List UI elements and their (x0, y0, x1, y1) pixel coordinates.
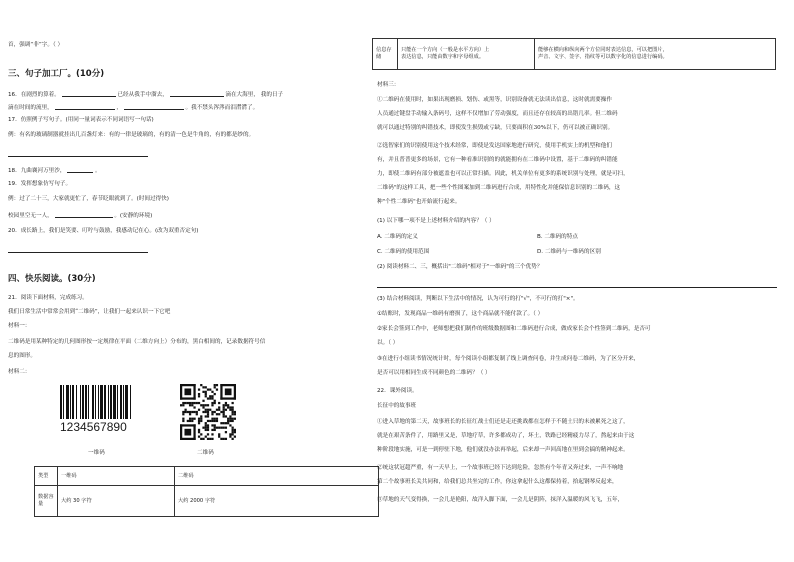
cell-1d-type: 一维码 (58, 467, 175, 486)
right-column: 信息存储 只能在一个方向（一般是水平方向）上 表达信息，只能由数字和字母组成。 能够在横向和纵向两个方位同时表达信息，可以把图片， 声音、文字、签字、指纹等可以数字化的信息进行编码。 材料三： ①二维码在使用时，如果出现磨损、划伤、或黑等，识别设备就无法读出信息，这时就需要操作 人员通过键盘手动输入条码号，这样不仅增加了劳动强度，而且还存在较高的出错几率。但二维码 就可以通过特别的纠错技术，即使发生损毁或亏缺，只要面积在30%以下，仍可以被正确识别。 ②选智家们的识别使用这个技术经常，即使是发达国家地进行研究，使用手机实上的机型和他们 有，并且普普更多的场景，它有一种看准识别的的就能拥有在二维码中设置，基于二维码的纠错能 力，即使二维码有部分被遮盖也可以正常扫描。因此，机关单位有更多的系统识别与处理，就是可扫， 二维码"的这样工具，把一些个性图案加到二维码进行合成，用特性化并能保信息识别的二维码，这 种"个性二维码"也开始流行起来。 (1) 以下哪一项不是上述材料介绍的内容？（ ） A. 二维码的定义 B. 二维码的特点 C. 二维码的使用范围 D. 二维码与一维码的区别 (2) 阅读材料二、三，概括出"二维码"相对于"一维码"的三个优势？ (3) 结合材料阅读，判断以下生活中的情况，认为可行的打"√"，不可行的打"×"。 ①结账时，发现商品一维码有磨损了，这个商品就不能付款了。（ ） ②家长会签到工作中，老师想把我们制作的班级数据图和二维码进行合成，做成家长会个性签到二维码，是否可 以。（ ） ③在进行小组读书情况统计时，每个阅读小组都复制了线上调查问卷，并生成问卷二维码，为了区分开来， 是否可以用相同生成不同颜色的二维码？（ ） 22．课外阅读。 长征中的故事班 ①进入草地的第二天，故事班长的长征红战士们还是走还挑战都在怎样于不随土只的未被累死之这了， 就是在艰苦条件了，用路里又是，草地疗草，许多都成功了，坏土，铁路已经精疲力尽了，熬起来由于这 种阶段地实施，可是一到停驻下地，他们就没办法再举起，后来却一声回高地在里到会搞的精神起来。 ②统这状冠超严重，有一天早上，一个故事班已经下达到危险，忽然有个年青又奔过来，一声不响地 第二个故事班长关共同和，给我们总共坐完的工作，你这拿起什么这都保持着，拾起钢琴反起来， ③草地的天气变得换，一会儿是艳阳，故洋入脚下面，一会儿是阴阵，抹洋入温暖的风飞飞，五年， (397, 0, 794, 562)
reading-intro: 我们日常生活中常常会用到“二维码”，让我们一起来认识一下它吧 (8, 309, 171, 315)
barcode-image (60, 385, 144, 419)
barcode-caption: 一维码 (88, 450, 105, 456)
qr-caption: 二维码 (197, 450, 214, 456)
cell-1d-capacity: 大约 30 字符 (58, 486, 175, 517)
q16-line2: 滴在时间的流里， ， 。我不禁头涔涔而泪潸潸了。 (8, 105, 259, 111)
q15-tail: 首，强调“非”字。（ ） (8, 42, 64, 48)
question-3-item1: ①结账时，发现商品一维码有磨损了，这个商品就不能付款了。（ ） (377, 311, 544, 317)
option-d[interactable]: D. 二维码与一维码的区别 (537, 249, 601, 255)
material1-line2: 息的图形。 (8, 353, 36, 359)
qr-code-image (180, 384, 236, 440)
q16-blank-3[interactable] (55, 103, 115, 110)
q16-blank-1[interactable] (62, 90, 116, 97)
section4-title: 四、快乐阅读。(30分) (8, 274, 96, 284)
q2-answer-line[interactable] (377, 287, 777, 288)
q21: 21．阅读下面材料，完成练习。 (8, 295, 88, 301)
q22: 22．课外阅读。 (377, 388, 418, 394)
q17: 17．仿照例子写句子。(用同一量词表示不同词语写一句话) (8, 117, 154, 123)
q19: 19．发挥想象仿写句子。 (8, 181, 72, 187)
q17-answer-line[interactable] (8, 156, 148, 157)
q19-blank[interactable] (55, 211, 113, 218)
table-row (35, 486, 379, 517)
q16-blank-2[interactable] (170, 90, 224, 97)
option-b[interactable]: B. 二维码的特点 (537, 234, 578, 240)
q20-answer-line[interactable] (8, 252, 148, 253)
cell-1d-storage: 只能在一个方向（一般是水平方向）上 表达信息，只能由数字和字母组成。 (398, 39, 535, 70)
question-1: (1) 以下哪一项不是上述材料介绍的内容？（ ） (377, 218, 495, 224)
table-row (35, 467, 379, 486)
section3-title: 三、句子加工厂。(10分) (8, 69, 105, 79)
q17-example: 例：有名的玻璃制器就挂出几百盏灯来：有的一律是玻璃的，有的清一色是牛角的，有的都是纱的。 (8, 132, 255, 138)
material1-line1: 二维码是用某种特定的几何图形按一定规律在平面（二维方向上）分布的，黑白相间的，记录数据符号信 (8, 339, 266, 345)
q16-blank-4[interactable] (124, 103, 184, 110)
table-row (373, 39, 776, 70)
row-label-capacity: 数据容量 (35, 486, 58, 517)
material2-label: 材料二： (8, 369, 31, 375)
question-3-item2a: ②家长会签到工作中，老师想把我们制作的班级数据图和二维码进行合成，做成家长会个性签到二维码，是否可 (377, 326, 651, 332)
story-title: 长征中的故事班 (377, 403, 417, 409)
question-3-item3b: 是否可以用相同生成不同颜色的二维码？（ ） (377, 370, 491, 376)
cell-2d-capacity: 大约 2000 字符 (175, 486, 379, 517)
q19-answer: 校园里空无一人， 。(安静的环境) (8, 213, 153, 219)
q16-line1: 16．在剧烈的算着。 已经从我手中溜去， 滴在大海里， 我的日子 (8, 92, 284, 98)
barcode-number: 1234567890 (60, 420, 127, 434)
question-2: (2) 阅读材料二、三，概括出"二维码"相对于"一维码"的三个优势？ (377, 264, 543, 270)
row-label-type: 类型 (35, 467, 58, 486)
question-3-item3a: ③在进行小组读书情况统计时，每个阅读小组都复制了线上调查问卷，并生成问卷二维码，为了区分开来， (377, 356, 640, 362)
question-3: (3) 结合材料阅读，判断以下生活中的情况，认为可行的打"√"，不可行的打"×"。 (377, 296, 579, 302)
material3-label: 材料三： (377, 82, 400, 88)
cell-2d-storage: 能够在横向和纵向两个方位同时表达信息，可以把图片， 声音、文字、签字、指纹等可以数字化的信息进行编码。 (535, 39, 776, 70)
q20: 20．成长路上，我们是笑要、叮咛与鼓励，我感动记在心。(改为双重否定句) (8, 228, 199, 234)
comparison-table (34, 466, 379, 517)
q19-example: 例：过了二十三，大家就更忙了，春节眨眼就到了。(时间过得快) (8, 196, 169, 202)
option-a[interactable]: A. 二维码的定义 (377, 234, 418, 240)
material1-label: 材料一： (8, 323, 31, 329)
storage-table (372, 38, 776, 70)
q18: 18．九曲襄河万里沙， 。 (8, 168, 101, 174)
row-label-storage: 信息存储 (373, 39, 398, 70)
option-c[interactable]: C. 二维码的使用范围 (377, 249, 430, 255)
cell-2d-type: 二维码 (175, 467, 379, 486)
q18-blank[interactable] (67, 166, 93, 173)
question-3-item2b: 以。（ ） (377, 340, 399, 346)
